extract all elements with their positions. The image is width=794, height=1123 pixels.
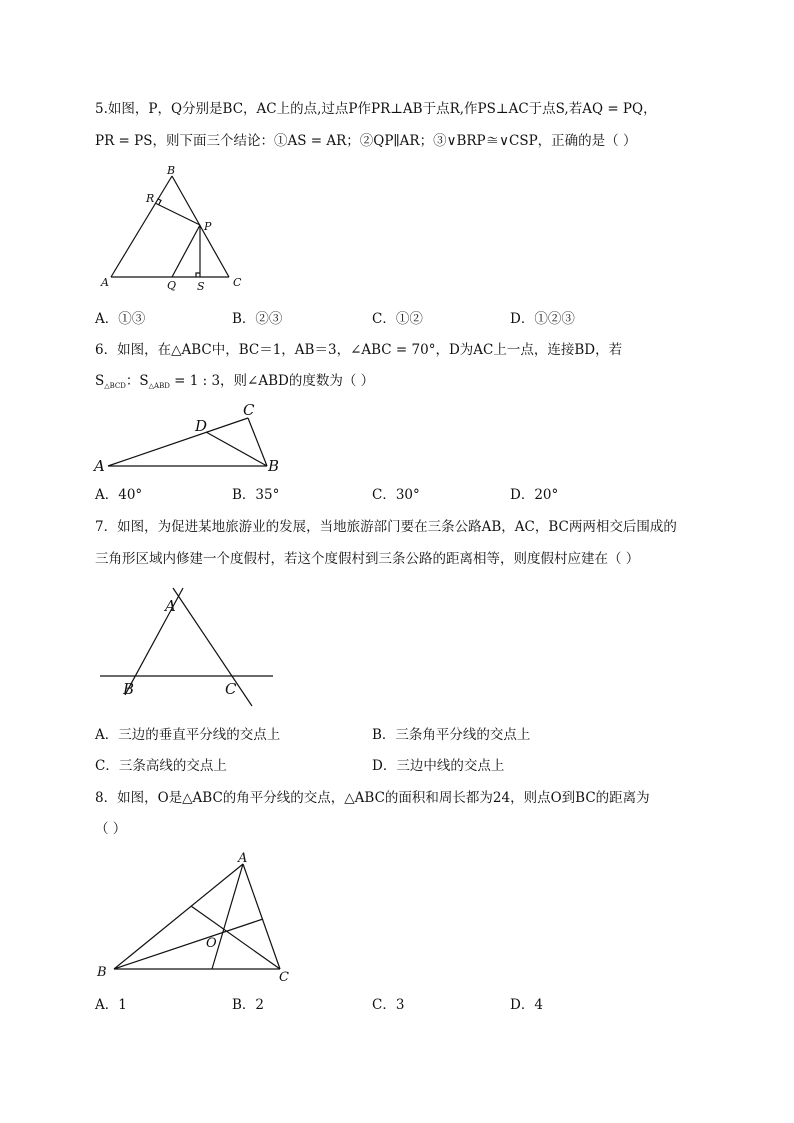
q8-label-c: C xyxy=(279,970,289,985)
q7-option-a[interactable]: A．三边的垂直平分线的交点上 xyxy=(95,727,281,743)
q7-label-a: A xyxy=(165,597,176,615)
q6-option-a[interactable]: A．40° xyxy=(95,487,143,503)
q5-option-a[interactable]: A．①③ xyxy=(95,311,146,327)
q8-option-c[interactable]: C．3 xyxy=(372,997,405,1013)
q6-area-sub1: △BCD xyxy=(104,382,126,390)
q7-stem-line1: 7．如图，为促进某地旅游业的发展，当地旅游部门要在三条公路AB，AC，BC两两相交后围成的 xyxy=(95,519,677,535)
q6-option-b[interactable]: B．35° xyxy=(232,487,280,503)
q5-label-s: S xyxy=(197,280,205,293)
q8-figure xyxy=(92,848,302,988)
q7-stem-line2: 三角形区域内修建一个度假村，若这个度假村到三条公路的距离相等，则度假村应建在（ ） xyxy=(95,551,640,567)
q6-figure xyxy=(90,398,290,476)
q5-option-b[interactable]: B．②③ xyxy=(232,311,283,327)
q5-figure xyxy=(95,162,255,297)
q8-option-b[interactable]: B．2 xyxy=(232,997,265,1013)
q8-option-d[interactable]: D．4 xyxy=(510,997,543,1013)
q7-option-d[interactable]: D．三边中线的交点上 xyxy=(372,758,505,774)
q5-stem-line1: 5.如图，P，Q分别是BC，AC上的点,过点P作PR⊥AB于点R,作PS⊥AC于点S,若AQ = PQ， xyxy=(95,101,657,117)
q8-stem-line2: （ ） xyxy=(95,821,127,837)
q8-option-a[interactable]: A．1 xyxy=(95,997,127,1013)
q6-stem-line1: 6．如图，在△ABC中，BC＝1，AB＝3，∠ABC = 70°，D为AC上一点，连接BD，若 xyxy=(95,342,623,358)
q6-option-d[interactable]: D．20° xyxy=(510,487,559,503)
q8-label-o: O xyxy=(206,936,217,951)
q7-option-b[interactable]: B．三条角平分线的交点上 xyxy=(372,727,531,743)
q6-area-s1: S xyxy=(95,373,105,389)
q6-label-d: D xyxy=(195,417,208,435)
q5-label-c: C xyxy=(233,276,242,289)
q8-stem-line1: 8．如图，O是△ABC的角平分线的交点，△ABC的面积和周长都为24，则点O到BC的距离为 xyxy=(95,790,650,806)
q7-label-b: B xyxy=(123,680,135,698)
q5-stem-line2: PR = PS，则下面三个结论：①AS = AR；②QP∥AR；③∨BRP≅∨CSP，正确的是（ ） xyxy=(95,133,637,149)
q8-label-b: B xyxy=(97,965,107,980)
q6-label-c: C xyxy=(243,401,255,419)
q7-label-c: C xyxy=(225,680,237,698)
q7-option-c[interactable]: C．三条高线的交点上 xyxy=(95,758,227,774)
q6-stem-rest: = 1 : 3，则∠ABD的度数为（ ） xyxy=(169,373,375,389)
q6-area-colon: ：S xyxy=(125,373,149,389)
q5-label-q: Q xyxy=(167,279,177,292)
q7-figure xyxy=(95,580,280,710)
q5-label-r: R xyxy=(146,192,155,205)
q5-label-a: A xyxy=(101,276,109,289)
q5-option-d[interactable]: D．①②③ xyxy=(510,311,575,327)
q5-label-p: P xyxy=(204,220,212,233)
q6-area-sub2: △ABD xyxy=(148,382,170,390)
q8-label-a: A xyxy=(238,851,248,866)
q5-option-c[interactable]: C．①② xyxy=(372,311,423,327)
q6-label-a: A xyxy=(94,457,105,475)
q6-option-c[interactable]: C．30° xyxy=(372,487,420,503)
q6-label-b: B xyxy=(268,457,280,475)
q5-label-b: B xyxy=(167,164,176,177)
q6-stem-line2 xyxy=(95,372,374,395)
